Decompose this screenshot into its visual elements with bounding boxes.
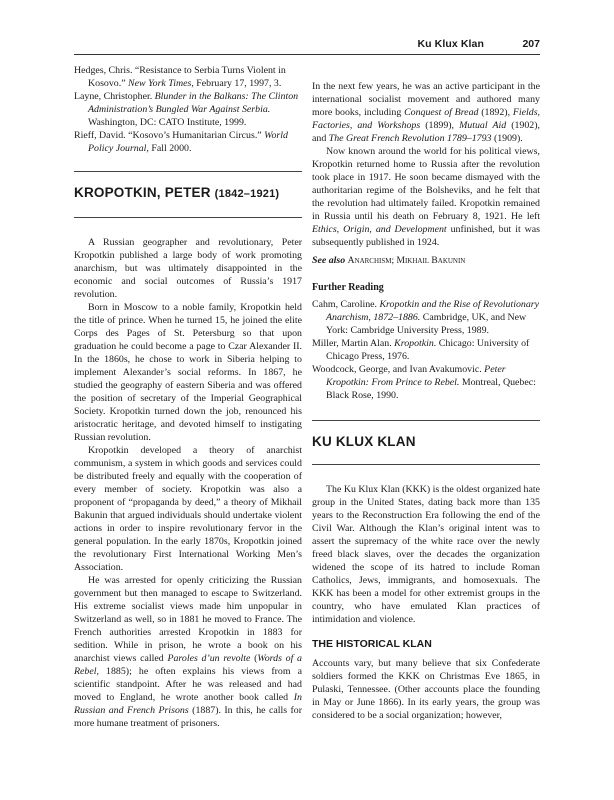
paragraph: A Russian geographer and revolutionary, Peter Kropotkin published a large body of work promoting anarchism, but was ultimately disappointed in the economic and social outcomes of Russia’s 1917 revolution. xyxy=(74,237,302,300)
section-divider xyxy=(312,420,540,421)
paragraph: Born in Moscow to a noble family, Kropotkin held the title of prince. When he turned 15, he joined the elite Corps des Pages of St. Petersburg so that upon graduation he could become a page to Czar Alexander II. In the 1860s, he chose to work in Siberia helping to implement Alexander’s social reforms. In 1867, he studied the geography of eastern Siberia and was offered the position of secretary of the Imperial Geographical Society. Kropotkin turned down the job, renounced his aristocratic heritage, and devoted himself to instigating Russian revolution. xyxy=(74,302,302,443)
paragraph: He was arrested for openly criticizing the Russian government but then managed to escape to Switzerland. His extreme socialist views made him unpopular in Switzerland as well, so in 1881 he moved to France. The French authorities arrested Kropotkin in 1883 for sedition. While in prison, he wrote a book on his anarchist views called Paroles d’un revolte (Words of a Rebel, 1885); he often explains his views from a scientific standpoint. After he was released and had moved to England, he wrote another book called In Russian and French Prisons (1887). In this, he calls for more humane treatment of prisoners. xyxy=(74,575,302,729)
see-also: See also Anarchism; Mikhail Bakunin xyxy=(312,255,466,266)
right-column xyxy=(312,80,540,722)
reference-layne: Layne, Christopher. Blunder in the Balkans: The Clinton Administration’s Bungled War Against Serbia. Washington, DC: CATO Institute, 1999. xyxy=(74,91,299,128)
paragraph: Kropotkin developed a theory of anarchist communism, a system in which goods and services could be distributed freely and equally with the cooperation of every member of society. Kropotkin was also a proponent of “propaganda by deed,” a theory of Mikhail Bakunin that argued individuals should undertake violent actions in order to inspire revolutionary fervor in the general population. In the early 1870s, Kropotkin joined the revolutionary First International Working Men’s Association. xyxy=(74,445,302,573)
left-column xyxy=(74,64,302,730)
entry-title-ku-klux-klan: KU KLUX KLAN xyxy=(312,434,416,449)
paragraph: The Ku Klux Klan (KKK) is the oldest organized hate group in the United States, dating back more than 135 years to the Reconstruction Era following the end of the Civil War. Although the Klan’s original intent was to assert the supremacy of the white race over the newly freed black slaves, over the decades the organization widened the scope of its hatred to include Roman Catholics, Jews, immigrants, and homosexuals. The KKK has been a model for other extremist groups in the country, who have emulated Klan practices of intimidation and violence. xyxy=(312,484,540,625)
running-header-title: Ku Klux Klan xyxy=(417,38,484,50)
subheading-historical-klan: THE HISTORICAL KLAN xyxy=(312,638,432,650)
see-also-links: Anarchism; Mikhail Bakunin xyxy=(347,256,466,266)
further-reading-heading: Further Reading xyxy=(312,282,384,293)
entry-title-kropotkin: KROPOTKIN, PETER (1842–1921) xyxy=(74,185,280,200)
reference-hedges: Hedges, Chris. “Resistance to Serbia Turns Violent in Kosovo.” New York Times, February 17, 1997, 3. xyxy=(74,65,286,89)
header-rule xyxy=(74,54,540,55)
section-divider xyxy=(74,217,302,218)
section-divider xyxy=(312,464,540,465)
running-header xyxy=(74,38,540,54)
paragraph: Now known around the world for his political views, Kropotkin returned home to Russia after the revolution took place in 1917. He soon became dismayed with the authoritarian regime of the Bolsheviks, and he felt that the revolution had ultimately failed. Kropotkin remained in Russia until his death on February 8, 1921. He left Ethics, Origin, and Development unfinished, but it was subsequently published in 1924. xyxy=(312,146,540,248)
paragraph: In the next few years, he was an active participant in the international socialist movement and authored many more books, including Conquest of Bread (1892), Fields, Factories, and Workshops (1899), Mutual Aid (1902), and The Great French Revolution 1789–1793 (1909). xyxy=(312,81,541,144)
section-divider xyxy=(74,171,302,172)
page-number: 207 xyxy=(522,38,540,50)
reference-woodcock: Woodcock, George, and Ivan Avakumovic. Peter Kropotkin: From Prince to Rebel. Montreal, Quebec: Black Rose, 1990. xyxy=(312,364,536,401)
reference-rieff: Rieff, David. “Kosovo’s Humanitarian Circus.” World Policy Journal, Fall 2000. xyxy=(74,130,288,154)
reference-miller: Miller, Martin Alan. Kropotkin. Chicago: University of Chicago Press, 1976. xyxy=(312,338,530,362)
paragraph: Accounts vary, but many believe that six Confederate soldiers formed the KKK on Christmas Eve 1865, in Pulaski, Tennessee. (Other accounts place the founding in May or June 1866). In its early years, the group was considered to be a social organization; however, xyxy=(312,658,540,721)
reference-cahm: Cahm, Caroline. Kropotkin and the Rise of Revolutionary Anarchism, 1872–1886. Cambridge, UK, and New York: Cambridge University Press, 1989. xyxy=(312,299,539,336)
